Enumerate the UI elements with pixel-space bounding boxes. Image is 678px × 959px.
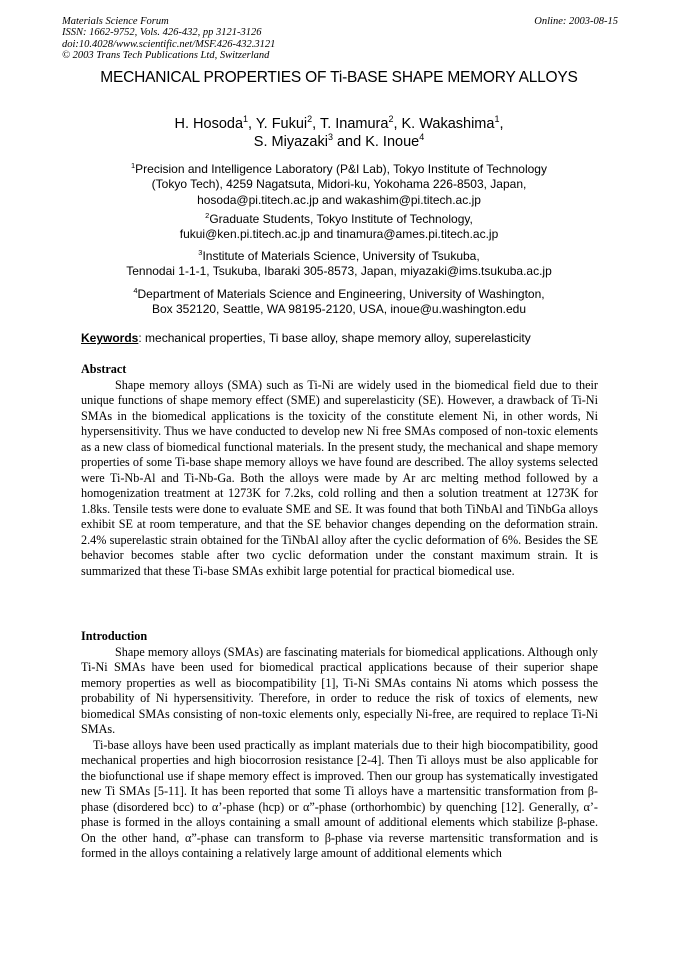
affiliation-1 <box>0 162 678 208</box>
copyright-line: © 2003 Trans Tech Publications Ltd, Switzerland <box>62 49 270 61</box>
author-affil-mark: 2 <box>388 114 394 125</box>
affiliation-number: 1 <box>131 161 136 170</box>
affiliation-number: 4 <box>133 286 138 295</box>
affiliation-line: (Tokyo Tech), 4259 Nagatsuta, Midori-ku, Yokohama 226-8503, Japan, <box>151 177 527 192</box>
affiliation-2 <box>0 212 678 243</box>
abstract-section <box>81 362 598 579</box>
author-name: S. Miyazaki <box>253 134 328 150</box>
author-affil-mark: 2 <box>307 114 313 125</box>
author-name: Y. Fukui <box>255 116 308 132</box>
affiliation-email: fukui@ken.pi.titech.ac.jp and tinamura@ames.pi.titech.ac.jp <box>179 227 499 242</box>
introduction-section <box>81 629 598 862</box>
author-line-1: H. Hosoda$^1$, Y. Fukui$^2$, T. Inamura$^2$, K. Wakashima$^1$, <box>174 114 504 132</box>
introduction-heading: Introduction <box>81 629 148 643</box>
author-affil-mark: 4 <box>419 132 425 143</box>
affiliation-3 <box>0 249 678 280</box>
author-separator: , <box>393 116 402 132</box>
affiliation-4 <box>0 287 678 318</box>
author-list <box>0 115 678 151</box>
author-name: H. Hosoda <box>174 116 244 132</box>
introduction-paragraph-1: Shape memory alloys (SMAs) are fascinating materials for biomedical applications. Although only Ti-Ni SMAs have been used for biomedical practical applications because of their superior shape memory properties as well as biocompatibility [1], Ti-Ni SMAs contains Ni atoms which possess the probability of Ni hypersensitivity. Therefore, in order to reduce the risk of toxics of elements, new biomedical SMAs consisting of non-toxic elements only, especially Ni-free, are required to replace Ti-Ni SMAs. <box>81 644 598 736</box>
abstract-heading: Abstract <box>81 362 127 376</box>
author-name: K. Wakashima <box>401 116 495 132</box>
abstract-text: Shape memory alloys (SMA) such as Ti-Ni are widely used in the biomedical field due to their unique functions of shape memory effect (SME) and superelasticity (SE). However, a drawback of Ti-Ni SMAs in the biomedical applications is the toxicity of the constitute element Ni, in other words, Ni hypersensitivity. Thus we have conducted to develop new Ni free SMAs composed of non-toxic elements as a new class of biomedical functional materials. In the present study, the mechanical and shape memory properties of some Ti-base shape memory alloys we have found are described. The alloy systems selected were Ti-Nb-Al and Ti-Nb-Ga. Both the alloys were made by Ar arc melting method followed by a homogenization treatment at 1273K for 7.2ks, cold rolling and then a solution treatment at 1273K for 1.8ks. Tensile tests were done to evaluate SME and SE. It was found that both TiNbAl and TiNbGa alloys exhibit SE at room temperature, and that the SE behavior changes depending on the deformation strain. 2.4% superelastic strain obtained for the TiNbAl alloy after the cyclic deformation of 6%. Besides the SE behavior becomes stable after two cyclic deformation under the constant maximum strain. It is summarized that these Ti-base SMAs exhibit large potential for practical biomedical use. <box>81 377 598 578</box>
author-separator: , <box>248 116 256 132</box>
journal-name: Materials Science Forum <box>62 16 169 27</box>
affiliation-line: Graduate Students, Tokyo Institute of Technology, <box>209 212 473 226</box>
keywords-label: Keywords <box>81 331 139 345</box>
affiliation-number: 3 <box>198 248 203 257</box>
affiliation-line: Precision and Intelligence Laboratory (P&I Lab), Tokyo Institute of Technology <box>135 162 547 176</box>
affiliation-line: Department of Materials Science and Engineering, University of Washington, <box>137 287 545 301</box>
paper-title: MECHANICAL PROPERTIES OF Ti-BASE SHAPE MEMORY ALLOYS <box>100 69 578 86</box>
author-affil-mark: 1 <box>243 114 249 125</box>
author-affil-mark: 3 <box>327 132 333 143</box>
keywords <box>81 331 601 345</box>
affiliation-email: hosoda@pi.titech.ac.jp and wakashim@pi.titech.ac.jp <box>197 192 481 207</box>
introduction-paragraph-2: Ti-base alloys have been used practically as implant materials due to their high biocompatibility, good mechanical properties and high biocorrosion resistance [2-4]. Then Ti alloys must be also applicable for the biofunctional use if shape memory effect is improved. Then our group has systematically investigated new Ti SMAs [5-11]. It has been reported that some Ti alloys have a martensitic transformation from β-phase (disordered bcc) to α’-phase (hcp) or α”-phase (orthorhombic) by quenching [12]. Generally, α’-phase is formed in the alloys containing a small amount of additional elements which stabilize β-phase. On the other hand, α”-phase can transform to β-phase via reverse martensitic transformation and is formed in the alloys containing a relatively large amount of additional elements which <box>81 737 598 860</box>
doi-line: doi:10.4028/www.scientific.net/MSF.426-432.3121 <box>62 38 276 50</box>
author-name: T. Inamura <box>319 116 389 132</box>
issn-line: ISSN: 1662-9752, Vols. 426-432, pp 3121-3126 <box>62 27 262 39</box>
affiliation-line: Tennodai 1-1-1, Tsukuba, Ibaraki 305-8573, Japan, miyazaki@ims.tsukuba.ac.jp <box>126 264 552 279</box>
affiliation-number: 2 <box>205 211 210 220</box>
author-line-2 <box>0 133 678 151</box>
author-separator: , <box>312 116 320 132</box>
affiliation-line: Box 352120, Seattle, WA 98195-2120, USA, inoue@u.washington.edu <box>152 302 526 317</box>
author-and: and <box>332 134 366 150</box>
keywords-text: : mechanical properties, Ti base alloy, shape memory alloy, superelasticity <box>138 331 531 345</box>
author-affil-mark: 1 <box>494 114 500 125</box>
online-date: Online: 2003-08-15 <box>534 16 618 27</box>
author-name: K. Inoue <box>365 134 420 150</box>
journal-header <box>62 16 618 61</box>
affiliation-line: Institute of Materials Science, University of Tsukuba, <box>202 249 480 263</box>
